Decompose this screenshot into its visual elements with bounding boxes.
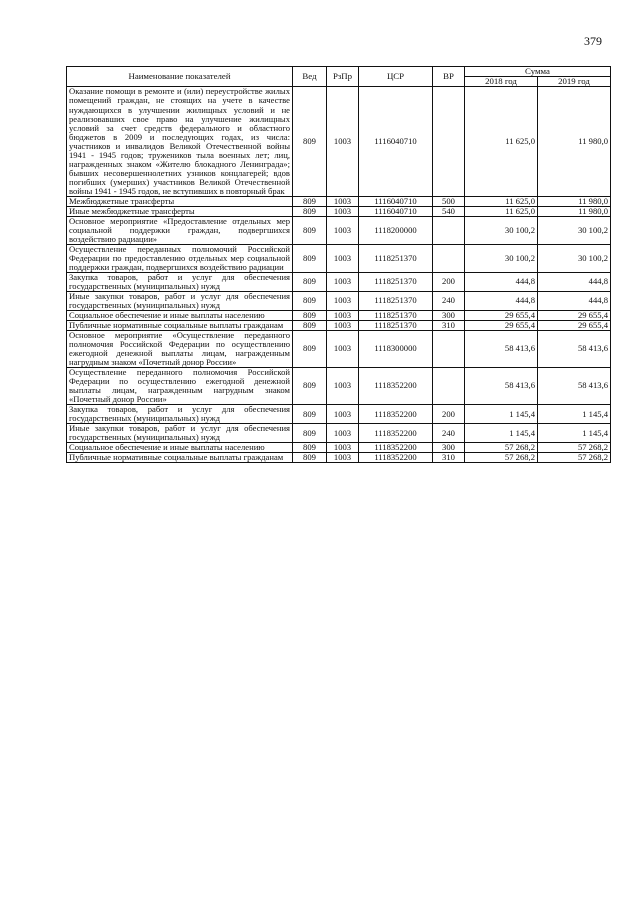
cell-vr: 540 — [433, 206, 465, 216]
cell-sum-2019: 57 268,2 — [538, 453, 611, 463]
cell-name: Межбюджетные трансферты — [67, 196, 293, 206]
cell-sum-2018: 11 625,0 — [465, 196, 538, 206]
cell-sum-2018: 29 655,4 — [465, 320, 538, 330]
cell-name: Основное мероприятие «Предоставление отдельных мер социальной поддержки граждан, подвергшихся воздействию радиации» — [67, 216, 293, 244]
cell-csr: 1118352200 — [359, 443, 433, 453]
cell-name: Иные закупки товаров, работ и услуг для обеспечения государственных (муниципальных) нужд — [67, 424, 293, 443]
cell-sum-2019: 1 145,4 — [538, 405, 611, 424]
cell-vr — [433, 244, 465, 272]
table-row — [67, 367, 611, 404]
cell-vr: 200 — [433, 405, 465, 424]
cell-name: Закупка товаров, работ и услуг для обеспечения государственных (муниципальных) нужд — [67, 405, 293, 424]
header-ved: Вед — [293, 67, 327, 87]
cell-csr: 1116040710 — [359, 87, 433, 196]
table-row — [67, 196, 611, 206]
cell-vr: 310 — [433, 320, 465, 330]
table-row — [67, 453, 611, 463]
page-number: 379 — [584, 34, 602, 48]
cell-csr: 1118200000 — [359, 216, 433, 244]
cell-vr: 300 — [433, 310, 465, 320]
cell-rzpr: 1003 — [327, 443, 359, 453]
cell-ved: 809 — [293, 87, 327, 196]
cell-ved: 809 — [293, 405, 327, 424]
cell-sum-2019: 444,8 — [538, 272, 611, 291]
cell-rzpr: 1003 — [327, 330, 359, 367]
cell-name: Закупка товаров, работ и услуг для обеспечения государственных (муниципальных) нужд — [67, 272, 293, 291]
cell-vr — [433, 330, 465, 367]
cell-sum-2018: 30 100,2 — [465, 244, 538, 272]
cell-rzpr: 1003 — [327, 367, 359, 404]
header-sum: Сумма — [465, 67, 611, 77]
cell-ved: 809 — [293, 320, 327, 330]
cell-ved: 809 — [293, 196, 327, 206]
cell-csr: 1118251370 — [359, 244, 433, 272]
cell-csr: 1118300000 — [359, 330, 433, 367]
cell-ved: 809 — [293, 272, 327, 291]
cell-rzpr: 1003 — [327, 310, 359, 320]
table-row — [67, 291, 611, 310]
cell-csr: 1118251370 — [359, 320, 433, 330]
cell-sum-2018: 444,8 — [465, 272, 538, 291]
cell-vr: 240 — [433, 291, 465, 310]
cell-vr: 300 — [433, 443, 465, 453]
cell-name: Осуществление переданного полномочия Российской Федерации по осуществлению ежегодной денежной выплаты лицам, награжденным нагрудным знаком «Почетный донор России» — [67, 367, 293, 404]
table-row — [67, 405, 611, 424]
cell-name: Иные закупки товаров, работ и услуг для обеспечения государственных (муниципальных) нужд — [67, 291, 293, 310]
table-body — [67, 87, 611, 463]
header-csr: ЦСР — [359, 67, 433, 87]
cell-sum-2019: 444,8 — [538, 291, 611, 310]
cell-sum-2018: 30 100,2 — [465, 216, 538, 244]
cell-vr: 240 — [433, 424, 465, 443]
cell-csr: 1118352200 — [359, 405, 433, 424]
cell-name: Социальное обеспечение и иные выплаты населению — [67, 310, 293, 320]
cell-vr: 310 — [433, 453, 465, 463]
cell-sum-2018: 1 145,4 — [465, 405, 538, 424]
cell-sum-2019: 58 413,6 — [538, 330, 611, 367]
header-rzpr: РзПр — [327, 67, 359, 87]
cell-rzpr: 1003 — [327, 405, 359, 424]
table-row — [67, 330, 611, 367]
cell-sum-2018: 11 625,0 — [465, 206, 538, 216]
cell-sum-2018: 1 145,4 — [465, 424, 538, 443]
cell-ved: 809 — [293, 424, 327, 443]
cell-ved: 809 — [293, 367, 327, 404]
cell-vr — [433, 216, 465, 244]
cell-csr: 1118251370 — [359, 272, 433, 291]
table-row — [67, 272, 611, 291]
cell-sum-2019: 1 145,4 — [538, 424, 611, 443]
cell-sum-2019: 29 655,4 — [538, 320, 611, 330]
cell-csr: 1118352200 — [359, 424, 433, 443]
cell-csr: 1118251370 — [359, 291, 433, 310]
cell-sum-2019: 11 980,0 — [538, 196, 611, 206]
header-name: Наименование показателей — [67, 67, 293, 87]
table-row — [67, 310, 611, 320]
cell-rzpr: 1003 — [327, 453, 359, 463]
cell-ved: 809 — [293, 453, 327, 463]
cell-rzpr: 1003 — [327, 291, 359, 310]
header-vr: ВР — [433, 67, 465, 87]
cell-csr: 1118251370 — [359, 310, 433, 320]
cell-name: Публичные нормативные социальные выплаты гражданам — [67, 453, 293, 463]
cell-name: Иные межбюджетные трансферты — [67, 206, 293, 216]
table-row — [67, 424, 611, 443]
cell-ved: 809 — [293, 244, 327, 272]
budget-table — [66, 66, 611, 463]
cell-ved: 809 — [293, 216, 327, 244]
cell-vr — [433, 87, 465, 196]
cell-sum-2019: 29 655,4 — [538, 310, 611, 320]
cell-sum-2018: 58 413,6 — [465, 367, 538, 404]
table-row — [67, 443, 611, 453]
cell-sum-2019: 58 413,6 — [538, 367, 611, 404]
cell-sum-2019: 57 268,2 — [538, 443, 611, 453]
cell-vr: 200 — [433, 272, 465, 291]
cell-sum-2019: 30 100,2 — [538, 244, 611, 272]
cell-name: Оказание помощи в ремонте и (или) переустройстве жилых помещений граждан, не стоящих на учете в качестве нуждающихся в улучшении жилищных условий и не реализовавших свое право на улучшение жилищных условий за счет средств федерального и областного бюджетов в 2009 и последующих годах, из числа: участников и инвалидов Великой Отечественной войны 1941 - 1945 годов; тружеников тыла военных лет; лиц, награжденных знаком «Жителю блокадного Ленинграда»; бывших несовершеннолетних узников концлагерей; вдов погибших (умерших) участников Великой Отечественной войны 1941 - 1945 годов, не вступивших в повторный брак — [67, 87, 293, 196]
cell-sum-2018: 57 268,2 — [465, 453, 538, 463]
cell-vr — [433, 367, 465, 404]
header-year-2018: 2018 год — [465, 77, 538, 87]
cell-vr: 500 — [433, 196, 465, 206]
cell-sum-2019: 11 980,0 — [538, 87, 611, 196]
table-row — [67, 206, 611, 216]
cell-sum-2018: 11 625,0 — [465, 87, 538, 196]
cell-sum-2019: 11 980,0 — [538, 206, 611, 216]
cell-ved: 809 — [293, 330, 327, 367]
cell-name: Социальное обеспечение и иные выплаты населению — [67, 443, 293, 453]
cell-ved: 809 — [293, 206, 327, 216]
cell-rzpr: 1003 — [327, 320, 359, 330]
table-row — [67, 216, 611, 244]
cell-rzpr: 1003 — [327, 196, 359, 206]
cell-rzpr: 1003 — [327, 216, 359, 244]
cell-csr: 1118352200 — [359, 453, 433, 463]
cell-sum-2018: 444,8 — [465, 291, 538, 310]
cell-csr: 1116040710 — [359, 196, 433, 206]
table-row — [67, 320, 611, 330]
cell-sum-2018: 58 413,6 — [465, 330, 538, 367]
cell-ved: 809 — [293, 291, 327, 310]
cell-rzpr: 1003 — [327, 244, 359, 272]
cell-csr: 1118352200 — [359, 367, 433, 404]
cell-rzpr: 1003 — [327, 87, 359, 196]
cell-ved: 809 — [293, 310, 327, 320]
cell-sum-2019: 30 100,2 — [538, 216, 611, 244]
cell-rzpr: 1003 — [327, 206, 359, 216]
cell-ved: 809 — [293, 443, 327, 453]
cell-name: Основное мероприятие «Осуществление переданного полномочия Российской Федерации по осуществлению ежегодной денежной выплаты лицам, награжденным нагрудным знаком «Почетный донор России» — [67, 330, 293, 367]
table-row — [67, 87, 611, 196]
header-year-2019: 2019 год — [538, 77, 611, 87]
cell-name: Осуществление переданных полномочий Российской Федерации по предоставлению отдельных мер социальной поддержки граждан, подвергшихся воздействию радиации — [67, 244, 293, 272]
cell-name: Публичные нормативные социальные выплаты гражданам — [67, 320, 293, 330]
cell-rzpr: 1003 — [327, 424, 359, 443]
cell-rzpr: 1003 — [327, 272, 359, 291]
cell-csr: 1116040710 — [359, 206, 433, 216]
cell-sum-2018: 29 655,4 — [465, 310, 538, 320]
cell-sum-2018: 57 268,2 — [465, 443, 538, 453]
table-row — [67, 244, 611, 272]
